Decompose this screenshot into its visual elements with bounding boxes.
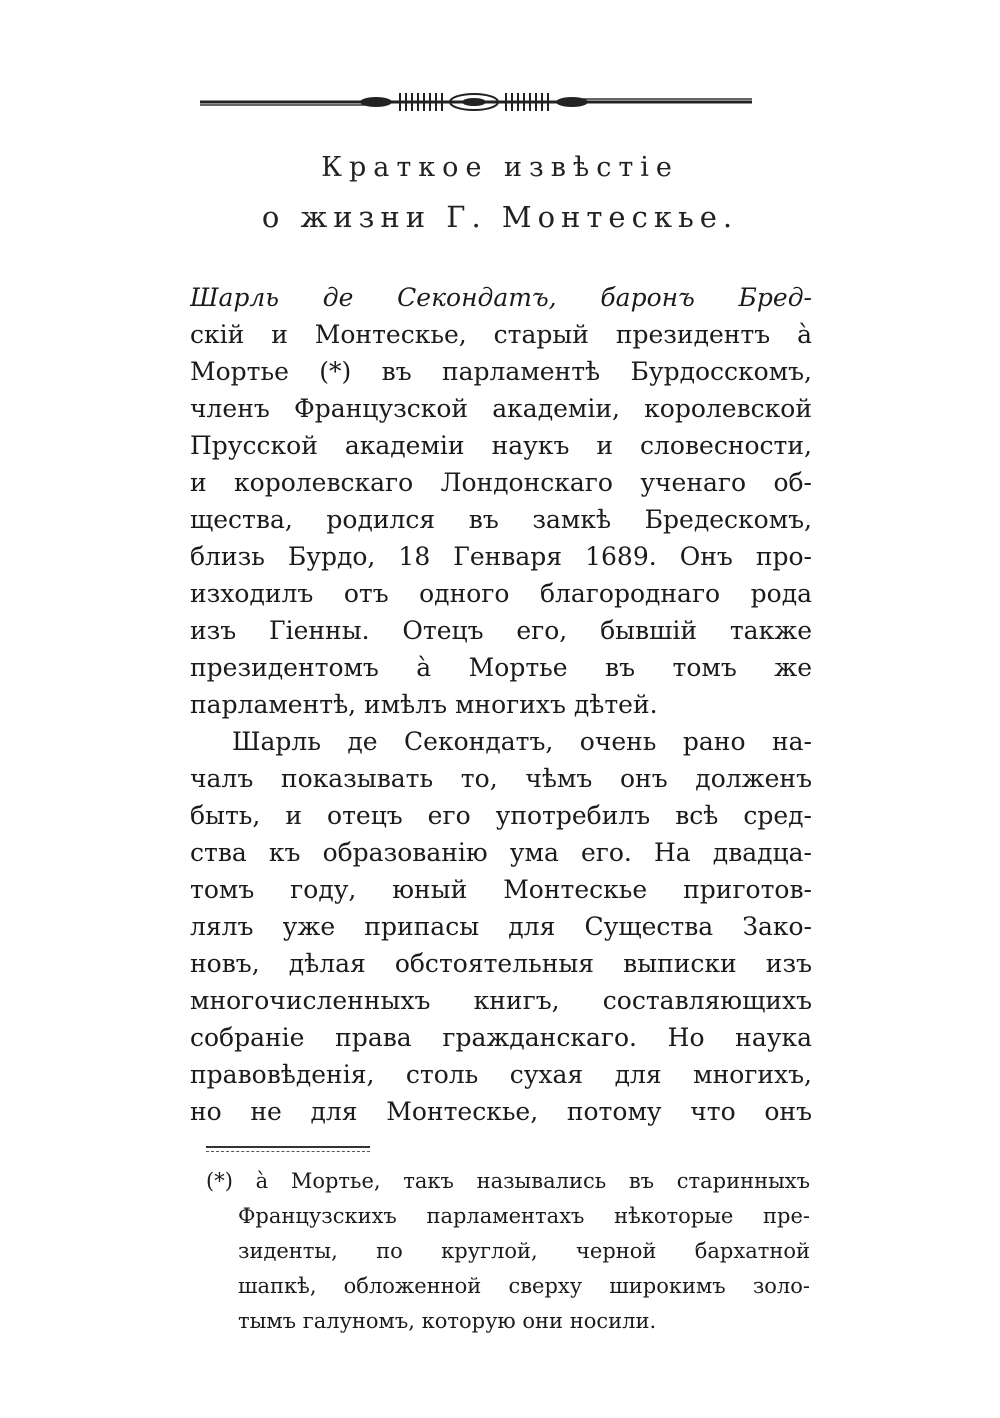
text-line: президентомъ à Мортье въ томъ же <box>190 653 812 682</box>
footnote-line: Французскихъ парламентахъ нѣкоторые пре- <box>238 1204 810 1228</box>
text-line: изъ Гіенны. Отецъ его, бывшій также <box>190 616 812 645</box>
text-line: Прусской академіи наукъ и словесности, <box>190 431 812 460</box>
text-line: правовѣденія, столь сухая для многихъ, <box>190 1060 812 1089</box>
chapter-title-line-2: о жизни Г. Монтескье. <box>261 200 739 234</box>
text-line: членъ Французской академіи, королевской <box>190 394 812 423</box>
text-line: парламентѣ, имѣлъ многихъ дѣтей. <box>190 690 658 719</box>
text-line: Шарль де Секондатъ, баронъ Бред- <box>190 283 812 312</box>
text-line: Шарль де Секондатъ, очень рано на- <box>232 727 812 756</box>
chapter-title-line-1: Краткое извѣстіе <box>321 152 679 183</box>
footnote-line: зиденты, по круглой, черной бархатной <box>238 1239 810 1263</box>
text-line: и королевскаго Лондонскаго ученаго об- <box>190 468 812 497</box>
text-line: многочисленныхъ книгъ, составляющихъ <box>190 986 812 1015</box>
text-line: но не для Монтескье, потому что онъ <box>190 1097 812 1126</box>
footnote-separator <box>206 1146 370 1152</box>
footnote-line: тымъ галуномъ, которую они носили. <box>238 1309 657 1333</box>
text-line: щества, родился въ замкѣ Бредескомъ, <box>190 505 812 534</box>
text-line: ства къ образованію ума его. На двадца- <box>190 838 812 867</box>
text-line: близь Бурдо, 18 Генваря 1689. Онъ про- <box>190 542 812 571</box>
ornament-header-rule <box>200 88 752 114</box>
text-line: новъ, дѣлая обстоятельныя выписки изъ <box>190 949 812 978</box>
footnote-line: шапкѣ, обложенной сверху широкимъ золо- <box>238 1274 810 1298</box>
text-line: быть, и отецъ его употребилъ всѣ сред- <box>190 801 812 830</box>
footnote-line: (*) à Мортье, такъ назывались въ старинныхъ <box>206 1169 810 1193</box>
text-line: собраніе права гражданскаго. Но наука <box>190 1023 812 1052</box>
text-line: чалъ показывать то, чѣмъ онъ долженъ <box>190 764 812 793</box>
text-line: скій и Монтескье, старый президентъ à <box>190 320 812 349</box>
text-line: изходилъ отъ одного благороднаго рода <box>190 579 812 608</box>
text-line: Мортье (*) въ парламентѣ Бурдосскомъ, <box>190 357 812 386</box>
text-line: лялъ уже припасы для Существа Зако- <box>190 912 812 941</box>
text-line: томъ году, юный Монтескье приготов- <box>190 875 812 904</box>
